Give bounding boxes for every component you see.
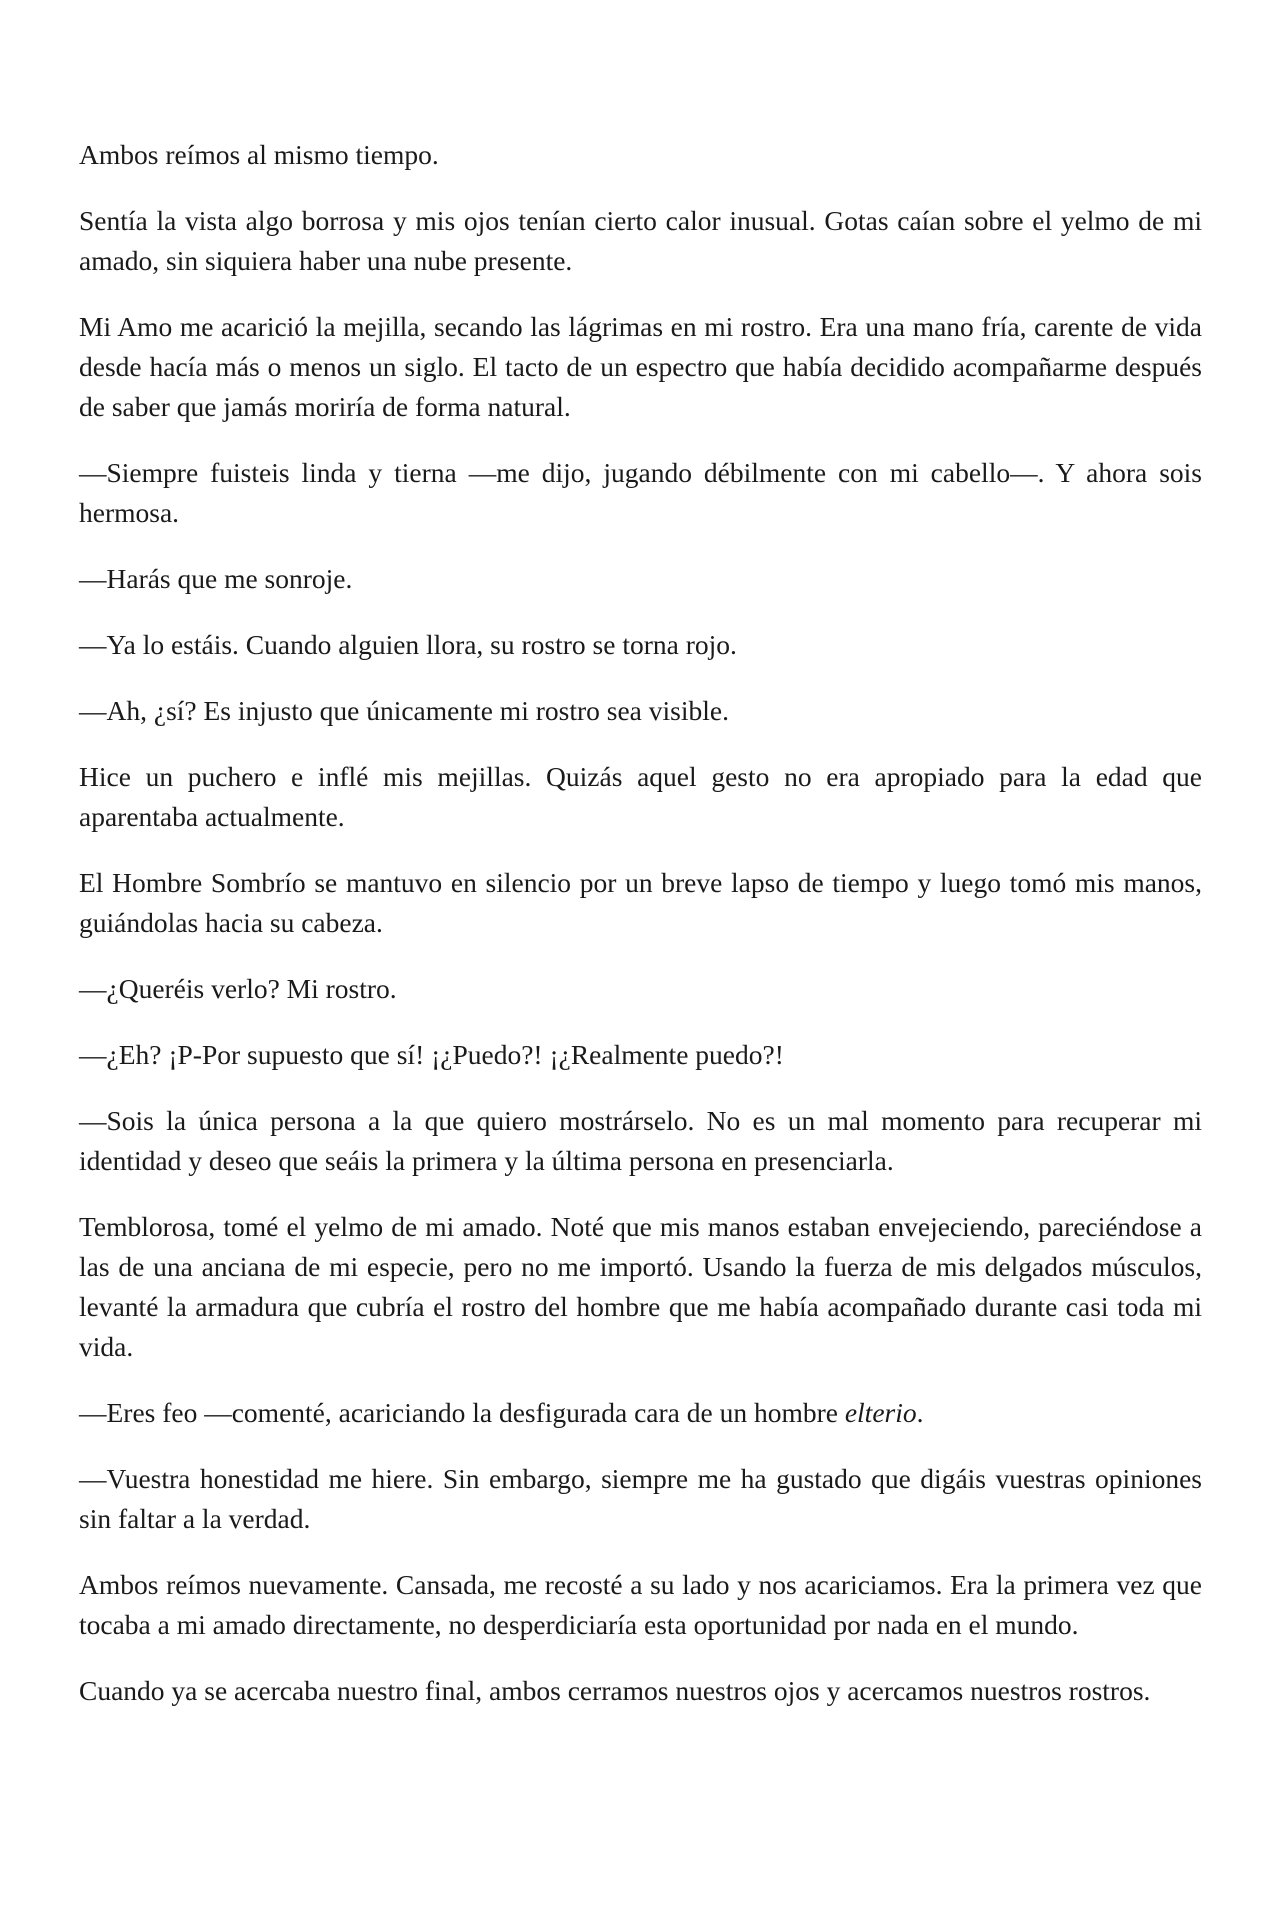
paragraph: Temblorosa, tomé el yelmo de mi amado. Noté que mis manos estaban envejeciendo, pareciéndose a las de una anciana de mi especie, pero no me importó. Usando la fuerza de mis delgados músculos, levanté la armadura que cubría el rostro del hombre que me había acompañado durante casi toda mi vida. [79, 1211, 1202, 1362]
paragraph: Mi Amo me acarició la mejilla, secando las lágrimas en mi rostro. Era una mano fría, carente de vida desde hacía más o menos un siglo. El tacto de un espectro que había decidido acompañarme después de saber que jamás moriría de forma natural. [79, 311, 1202, 422]
paragraph: —Vuestra honestidad me hiere. Sin embargo, siempre me ha gustado que digáis vuestras opiniones sin faltar a la verdad. [79, 1463, 1202, 1534]
paragraph: —Siempre fuisteis linda y tierna —me dijo, jugando débilmente con mi cabello—. Y ahora sois hermosa. [79, 457, 1202, 528]
paragraph-text: . [916, 1397, 924, 1428]
paragraph-with-italic [79, 1393, 1202, 1433]
document-page [79, 135, 1202, 1737]
paragraph: Cuando ya se acercaba nuestro final, ambos cerramos nuestros ojos y acercamos nuestros rostros. [79, 1675, 1151, 1706]
paragraph: —Ah, ¿sí? Es injusto que únicamente mi rostro sea visible. [79, 695, 729, 726]
paragraph: Hice un puchero e inflé mis mejillas. Quizás aquel gesto no era apropiado para la edad que aparentaba actualmente. [79, 761, 1202, 832]
paragraph-text: —Eres feo —comenté, acariciando la desfigurada cara de un hombre [79, 1397, 845, 1428]
paragraph: Ambos reímos nuevamente. Cansada, me recosté a su lado y nos acariciamos. Era la primera vez que tocaba a mi amado directamente, no desperdiciaría esta oportunidad por nada en el mundo. [79, 1569, 1202, 1640]
italic-word: elterio [844, 1397, 917, 1428]
paragraph: El Hombre Sombrío se mantuvo en silencio por un breve lapso de tiempo y luego tomó mis manos, guiándolas hacia su cabeza. [79, 867, 1202, 938]
paragraph: —Harás que me sonroje. [79, 563, 353, 594]
paragraph: —Ya lo estáis. Cuando alguien llora, su rostro se torna rojo. [79, 629, 737, 660]
paragraph: Ambos reímos al mismo tiempo. [79, 139, 439, 170]
paragraph: —¿Eh? ¡P-Por supuesto que sí! ¡¿Puedo?! ¡¿Realmente puedo?! [79, 1039, 784, 1070]
paragraph: —Sois la única persona a la que quiero mostrárselo. No es un mal momento para recuperar mi identidad y deseo que seáis la primera y la última persona en presenciarla. [79, 1105, 1202, 1176]
paragraph: Sentía la vista algo borrosa y mis ojos tenían cierto calor inusual. Gotas caían sobre el yelmo de mi amado, sin siquiera haber una nube presente. [79, 205, 1202, 276]
paragraph: —¿Queréis verlo? Mi rostro. [79, 973, 397, 1004]
